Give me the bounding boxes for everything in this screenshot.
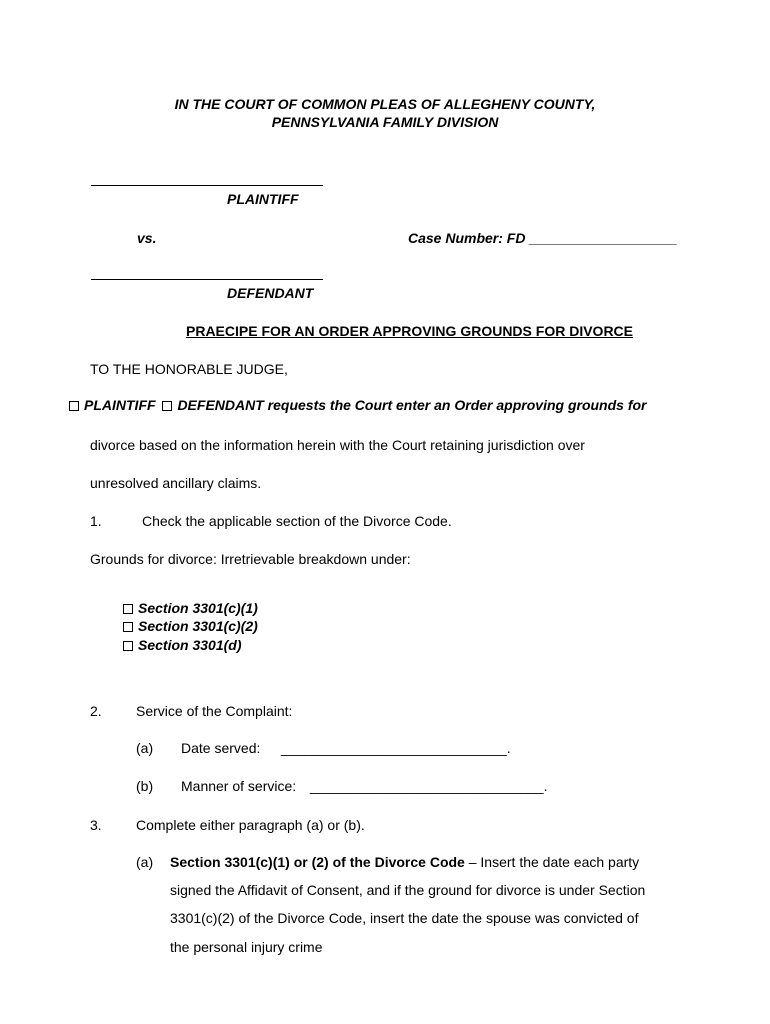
item3a-label: (a) — [136, 854, 154, 870]
plaintiff-name-line[interactable] — [91, 185, 323, 186]
section-option-label: Section 3301(c)(1) — [138, 600, 258, 616]
checkbox-icon — [123, 641, 133, 651]
manner-of-service-label: Manner of service: — [181, 778, 297, 794]
request-text: requests the Court enter an Order approving grounds for — [267, 397, 647, 413]
case-number-blank: ___________________ — [529, 230, 678, 246]
case-number-label: Case Number: FD — [408, 230, 526, 246]
section-option-c2[interactable] — [123, 619, 258, 633]
item3-number: 3. — [90, 817, 102, 833]
case-number-field[interactable] — [408, 231, 677, 245]
item3a-line2: signed the Affidavit of Consent, and if the ground for divorce is under Section — [170, 882, 646, 898]
item3a-line3: 3301(c)(2) of the Divorce Code, insert the date the spouse was convicted of — [170, 910, 639, 926]
item1-number: 1. — [90, 513, 102, 529]
salutation: TO THE HONORABLE JUDGE, — [90, 361, 288, 377]
plaintiff-label: PLAINTIFF — [227, 191, 299, 207]
request-line3: unresolved ancillary claims. — [90, 475, 262, 491]
court-header-line2: PENNSYLVANIA FAMILY DIVISION — [271, 114, 499, 130]
plaintiff-option-label: PLAINTIFF — [84, 397, 156, 413]
defendant-option-label: DEFENDANT — [177, 397, 264, 413]
court-header-line1: IN THE COURT OF COMMON PLEAS OF ALLEGHENY COUNTY, — [174, 96, 596, 112]
checkbox-icon — [123, 604, 133, 614]
defendant-checkbox[interactable] — [162, 397, 263, 413]
item3a-line1 — [170, 855, 639, 869]
manner-of-service-field[interactable]: ______________________________. — [310, 778, 548, 794]
request-line2: divorce based on the information herein with the Court retaining jurisdiction over — [90, 437, 585, 453]
checkbox-icon — [123, 622, 133, 632]
item2a-label: (a) — [136, 740, 154, 756]
date-served-field[interactable]: _____________________________. — [281, 740, 511, 756]
checkbox-icon — [162, 401, 172, 411]
item2-text: Service of the Complaint: — [136, 703, 293, 719]
date-served-label: Date served: — [181, 740, 261, 756]
item3-text: Complete either paragraph (a) or (b). — [136, 817, 365, 833]
request-line — [69, 398, 647, 412]
item2b-label: (b) — [136, 778, 154, 794]
section-option-label: Section 3301(d) — [138, 637, 242, 653]
vs-label: vs. — [137, 230, 157, 246]
grounds-text: Grounds for divorce: Irretrievable breakdown under: — [90, 551, 411, 567]
checkbox-icon — [69, 401, 79, 411]
document-title: PRAECIPE FOR AN ORDER APPROVING GROUNDS FOR DIVORCE — [186, 323, 634, 339]
item3a-rest: – Insert the date each party — [464, 854, 640, 870]
item3a-line4: the personal injury crime — [170, 939, 323, 955]
section-option-c1[interactable] — [123, 601, 258, 615]
section-option-label: Section 3301(c)(2) — [138, 618, 258, 634]
defendant-label: DEFENDANT — [227, 285, 314, 301]
section-option-d[interactable] — [123, 638, 241, 652]
item2-number: 2. — [90, 703, 102, 719]
defendant-name-line[interactable] — [91, 279, 323, 280]
plaintiff-checkbox[interactable] — [69, 397, 156, 413]
item3a-heading: Section 3301(c)(1) or (2) of the Divorce Code — [170, 854, 465, 870]
item1-text: Check the applicable section of the Divorce Code. — [142, 513, 452, 529]
